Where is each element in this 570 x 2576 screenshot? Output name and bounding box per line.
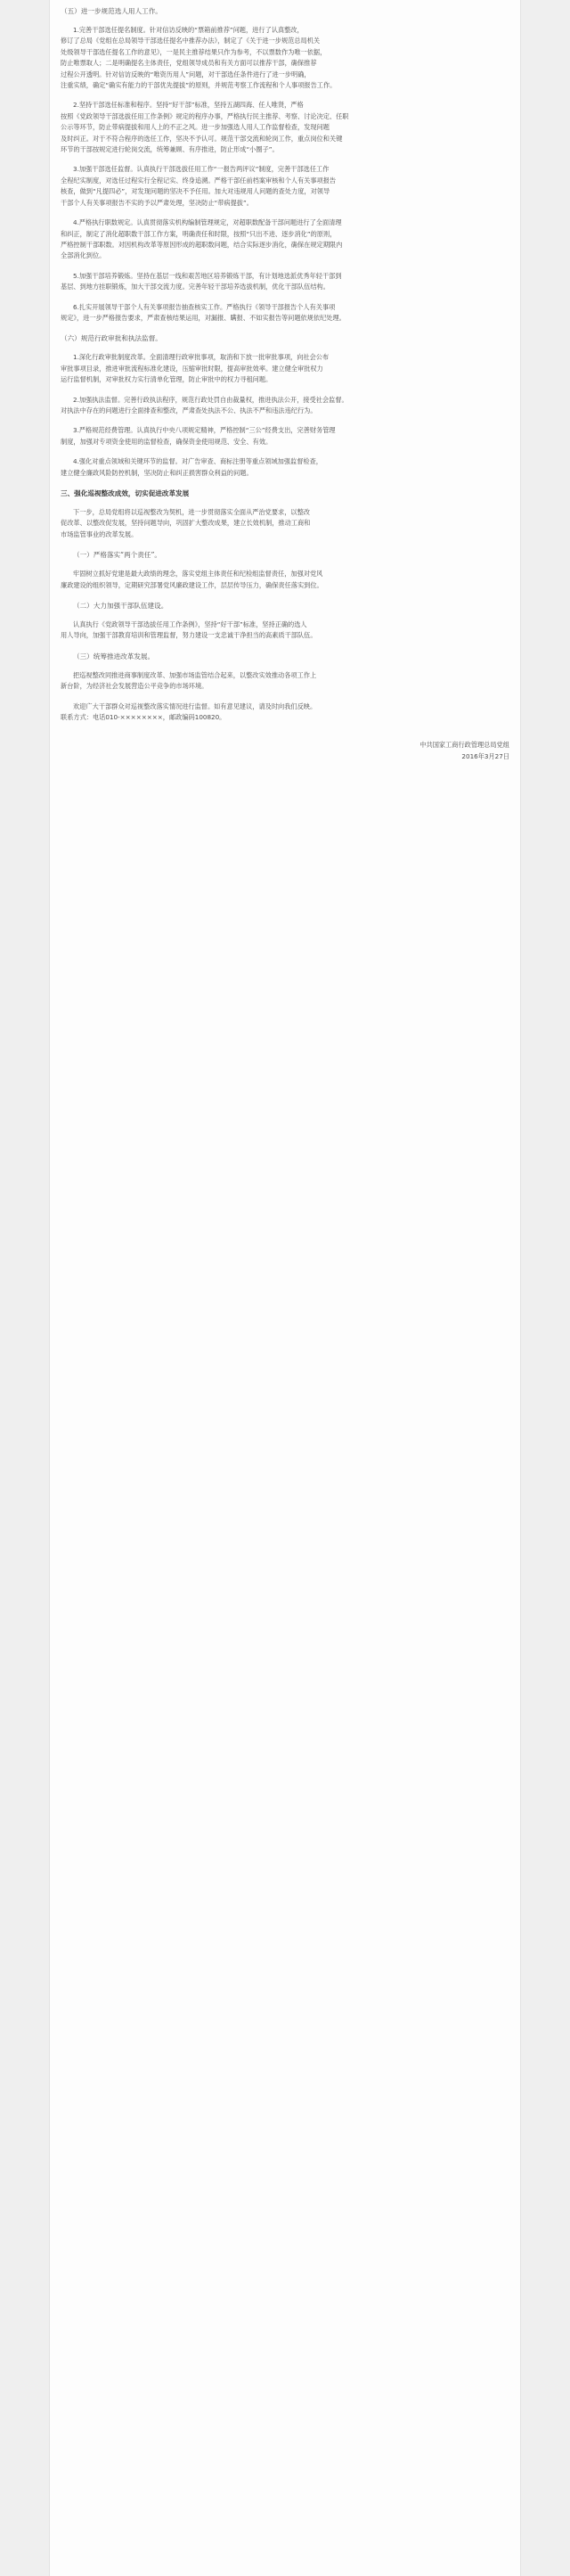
paragraph [61,217,509,262]
paragraph [61,456,509,479]
text-line: 对执法中存在的问题进行全面排查和整改，严肃查处执法不公、执法不严和违法违纪行为。 [61,406,317,414]
text-line: 基层、到地方挂职锻炼，加大干部交流力度。完善年轻干部培养选拔机制，优化干部队伍结构。 [61,283,330,291]
text-line: 规定》，进一步严格报告要求，严肃查核结果运用，对漏报、瞒报、不如实报告等问题依规依纪处理。 [61,313,346,322]
text-line: 联系方式：电话010-××××××××，邮政编码100820。 [61,713,226,722]
text-line: 和纠正，制定了消化超职数干部工作方案，明确责任和时限，按照“只出不进、逐步消化”的原则， [61,229,337,238]
text-line: 4.严格执行职数规定。认真贯彻落实机构编制管理规定，对超职数配备干部问题进行了全面清理 [73,218,342,227]
text-line: 认真执行《党政领导干部选拔任用工作条例》，坚持“好干部”标准，坚持正确的选人 [73,620,307,629]
text-line: 修订了总局《党组在总局领导干部选任提名中推荐办法》，制定了《关于进一步规范总局机关 [61,37,321,45]
text-line: 新台阶，为经济社会发展营造公平竞争的市场环境。 [61,682,208,691]
text-line: 3.严格规范经费管理。认真执行中央八项规定精神，严格控制“三公”经费支出，完善财务管理 [73,426,336,435]
text-line: 全部消化到位。 [61,251,106,260]
text-line: 2.坚持干部选任标准和程序。坚持“好干部”标准，坚持五湖四海、任人唯贤，严格 [73,101,304,110]
text-line: 6.扎实开展领导干部个人有关事项报告抽查核实工作。严格执行《领导干部报告个人有关事项 [73,302,336,311]
paragraph [61,670,509,693]
paragraph [61,701,509,724]
paragraph [61,425,509,447]
document-page [49,0,521,2576]
text-line: 核查，做到“凡提四必”，对发现问题的坚决不予任用。加大对违规用人问题的查处力度，对领导 [61,187,330,196]
paragraph [61,507,509,540]
text-line: 3.加强干部选任监督。认真执行干部选拔任用工作“一报告两评议”制度，完善干部选任工作 [73,165,330,174]
text-line: 5.加强干部培养锻炼。坚持在基层一线和艰苦地区培养锻炼干部，有计划地选派优秀年轻干部到 [73,271,342,280]
section-heading: （三）统筹推进改革发展。 [73,652,155,660]
signature-organization: 中共国家工商行政管理总局党组 [419,741,509,750]
text-line: 把巡视整改同推进商事制度改革、加强市场监管结合起来，以整改实效推动各项工作上 [73,670,317,679]
text-line: 严格控制干部职数。对因机构改革等原因形成的超职数问题，结合实际逐步消化，确保在规定期限内 [61,240,343,249]
paragraph [61,25,509,91]
signature-date: 2016年3月27日 [461,752,509,761]
text-line: 按照《党政领导干部选拔任用工作条例》规定的程序办事，严格执行民主推荐、考察、讨论决定、任职 [61,111,349,120]
paragraph [61,569,509,591]
text-line: 市场监管事业的改革发展。 [61,529,138,538]
section-heading: （一）严格落实“两个责任”。 [73,551,161,560]
text-line: 下一步，总局党组将以巡视整改为契机，进一步贯彻落实全面从严治党要求，以整改 [73,508,310,516]
text-line: 廉政建设的组织领导，定期研究部署党风廉政建设工作，层层传导压力，确保责任落实到位。 [61,580,323,589]
text-line: 全程纪实制度，对选任过程实行全程记实、终身追溯。严格干部任前档案审核和个人有关事项报告 [61,176,337,185]
text-line: 1.深化行政审批制度改革。全面清理行政审批事项，取消和下放一批审批事项，向社会公布 [73,353,330,362]
text-line: 处级领导干部选任提名工作的意见》，一是民主推荐结果只作为参考，不以票数作为唯一依据， [61,47,327,56]
paragraph [61,352,509,385]
text-line: 用人导向，加强干部教育培训和管理监督，努力建设一支忠诚干净担当的高素质干部队伍。 [61,631,317,640]
text-line: 干部个人有关事项报告不实的予以严肃处理，坚决防止“带病提拔”。 [61,198,253,207]
text-line: 欢迎广大干部群众对巡视整改落实情况进行监督。如有意见建议，请及时向我们反映。 [73,701,317,710]
paragraph [61,302,509,324]
paragraph [61,164,509,209]
section-heading: （五）进一步规范选人用人工作。 [61,7,162,15]
paragraph [61,395,509,417]
text-line: 过程公开透明。针对信访反映的“唯资历用人”问题，对干部选任条件进行了进一步明确， [61,70,311,78]
paragraph [61,271,509,293]
text-line: 防止唯票取人；二是明确提名主体责任，党组领导成员和有关方面可以推荐干部，确保推荐 [61,59,317,68]
text-line: 审批事项目录，推进审批流程标准化建设，压缩审批时限，提高审批效率。建立健全审批权力 [61,364,323,373]
text-line: 及时纠正。对于不符合程序的选任工作，坚决不予认可。规范干部交流和轮岗工作，重点岗位和关键 [61,134,343,143]
section-heading: （二）大力加强干部队伍建设。 [73,602,168,611]
text-line: 1.完善干部选任提名制度。针对信访反映的“票箱前推荐”问题，进行了认真整改， [73,26,304,34]
text-line: 运行监督机制，对审批权力实行清单化管理，防止审批中的权力寻租问题。 [61,375,273,384]
text-line: 4.强化对重点领域和关键环节的监督。对广告审查、商标注册等重点领域加强监督检查， [73,457,322,466]
section-heading: （六）规范行政审批和执法监督。 [61,334,162,343]
text-line: 注重实绩，确定“确实有能力的干部优先提拔”的原则，并规范考察工作流程和个人事项报告工作。 [61,81,337,90]
document-body [61,5,509,723]
text-line: 公示等环节，防止带病提拔和用人上的不正之风。进一步加强选人用人工作监督检查，发现问题 [61,123,330,132]
text-line: 环节的干部按规定进行轮岗交流，统筹兼顾、有序推进，防止形成“小圈子”。 [61,145,279,154]
text-line: 建立健全廉政风险防控机制，坚决防止和纠正损害群众利益的问题。 [61,468,253,477]
text-line: 制度，加强对专项资金使用的监督检查，确保资金使用规范、安全、有效。 [61,437,273,446]
text-line: 促改革、以整改促发展，坚持问题导向，巩固扩大整改成果，建立长效机制，推动工商和 [61,519,311,528]
signature-block [61,739,509,762]
section-heading: 三、强化巡视整改成效，切实促进改革发展 [61,489,190,497]
text-line: 牢固树立抓好党建是最大政绩的理念，落实党组主体责任和纪检组监督责任，加强对党风 [73,570,323,578]
paragraph [61,100,509,155]
text-line: 2.加强执法监督。完善行政执法程序，规范行政处罚自由裁量权，推进执法公开，接受社会监督。 [73,395,348,404]
paragraph [61,619,509,642]
